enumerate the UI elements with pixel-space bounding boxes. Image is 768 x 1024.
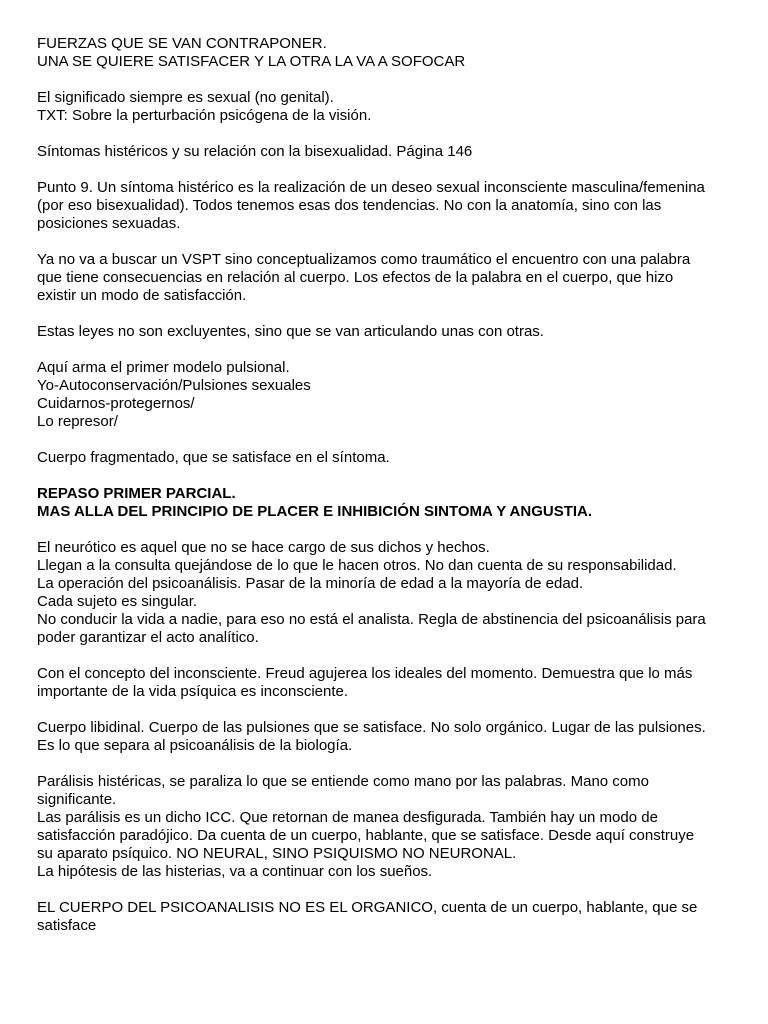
text-line: su aparato psíquico. NO NEURAL, SINO PSIQUISMO NO NEURONAL. (37, 845, 517, 862)
paragraph (37, 89, 737, 125)
paragraph (37, 179, 737, 233)
text-line: Cuerpo fragmentado, que se satisface en el síntoma. (37, 449, 390, 466)
text-line: UNA SE QUIERE SATISFACER Y LA OTRA LA VA A SOFOCAR (37, 53, 466, 70)
text-line: posiciones sexuadas. (37, 215, 181, 232)
text-line: El significado siempre es sexual (no genital). (37, 89, 334, 106)
text-line: Estas leyes no son excluyentes, sino que se van articulando unas con otras. (37, 323, 544, 340)
text-line: TXT: Sobre la perturbación psicógena de la visión. (37, 107, 372, 124)
paragraph (37, 359, 737, 431)
paragraph (37, 719, 737, 755)
text-line: Cuerpo libidinal. Cuerpo de las pulsiones que se satisface. No solo orgánico. Lugar de las pulsiones. (37, 719, 706, 736)
paragraph (37, 35, 737, 71)
paragraph (37, 539, 737, 647)
text-line: La hipótesis de las histerias, va a continuar con los sueños. (37, 863, 433, 880)
paragraph (37, 665, 737, 701)
text-line: Punto 9. Un síntoma histérico es la realización de un deseo sexual inconsciente masculina/femenina (37, 179, 705, 196)
text-line: existir un modo de satisfacción. (37, 287, 247, 304)
text-line: Las parálisis es un dicho ICC. Que retornan de manea desfigurada. También hay un modo de (37, 809, 658, 826)
paragraph (37, 773, 737, 881)
text-line: FUERZAS QUE SE VAN CONTRAPONER. (37, 35, 327, 52)
paragraph (37, 899, 737, 935)
paragraph (37, 323, 737, 341)
text-line: REPASO PRIMER PARCIAL. (37, 485, 236, 502)
text-line: El neurótico es aquel que no se hace cargo de sus dichos y hechos. (37, 539, 490, 556)
text-line: La operación del psicoanálisis. Pasar de la minoría de edad a la mayoría de edad. (37, 575, 584, 592)
text-line: Yo-Autoconservación/Pulsiones sexuales (37, 377, 311, 394)
text-line: Síntomas histéricos y su relación con la bisexualidad. Página 146 (37, 143, 473, 160)
text-line: Con el concepto del inconsciente. Freud agujerea los ideales del momento. Demuestra que lo más (37, 665, 693, 682)
text-line: Aquí arma el primer modelo pulsional. (37, 359, 290, 376)
text-line: Llegan a la consulta quejándose de lo que le hacen otros. No dan cuenta de su responsabilidad. (37, 557, 677, 574)
paragraph (37, 251, 737, 305)
text-line: Cuidarnos-protegernos/ (37, 395, 195, 412)
text-line: importante de la vida psíquica es inconsciente. (37, 683, 349, 700)
text-line: Parálisis histéricas, se paraliza lo que se entiende como mano por las palabras. Mano como (37, 773, 649, 790)
text-line: EL CUERPO DEL PSICOANALISIS NO ES EL ORGANICO, cuenta de un cuerpo, hablante, que se (37, 899, 698, 916)
text-line: Es lo que separa al psicoanálisis de la biología. (37, 737, 353, 754)
text-line: satisfacción paradójico. Da cuenta de un cuerpo, hablante, que se satisface. Desde aquí construye (37, 827, 695, 844)
text-line: Cada sujeto es singular. (37, 593, 198, 610)
document-page (37, 35, 737, 953)
text-line: MAS ALLA DEL PRINCIPIO DE PLACER E INHIBICIÓN SINTOMA Y ANGUSTIA. (37, 503, 593, 520)
text-line: poder garantizar el acto analítico. (37, 629, 259, 646)
text-line: (por eso bisexualidad). Todos tenemos esas dos tendencias. No con la anatomía, sino con las (37, 197, 662, 214)
text-line: Lo represor/ (37, 413, 118, 430)
paragraph (37, 449, 737, 467)
text-line: No conducir la vida a nadie, para eso no está el analista. Regla de abstinencia del psicoanálisis para (37, 611, 706, 628)
text-line: que tiene consecuencias en relación al cuerpo. Los efectos de la palabra en el cuerpo, que hizo (37, 269, 674, 286)
text-line: Ya no va a buscar un VSPT sino conceptualizamos como traumático el encuentro con una palabra (37, 251, 691, 268)
text-line: significante. (37, 791, 117, 808)
section-heading (37, 485, 737, 521)
text-line: satisface (37, 917, 97, 934)
paragraph (37, 143, 737, 161)
